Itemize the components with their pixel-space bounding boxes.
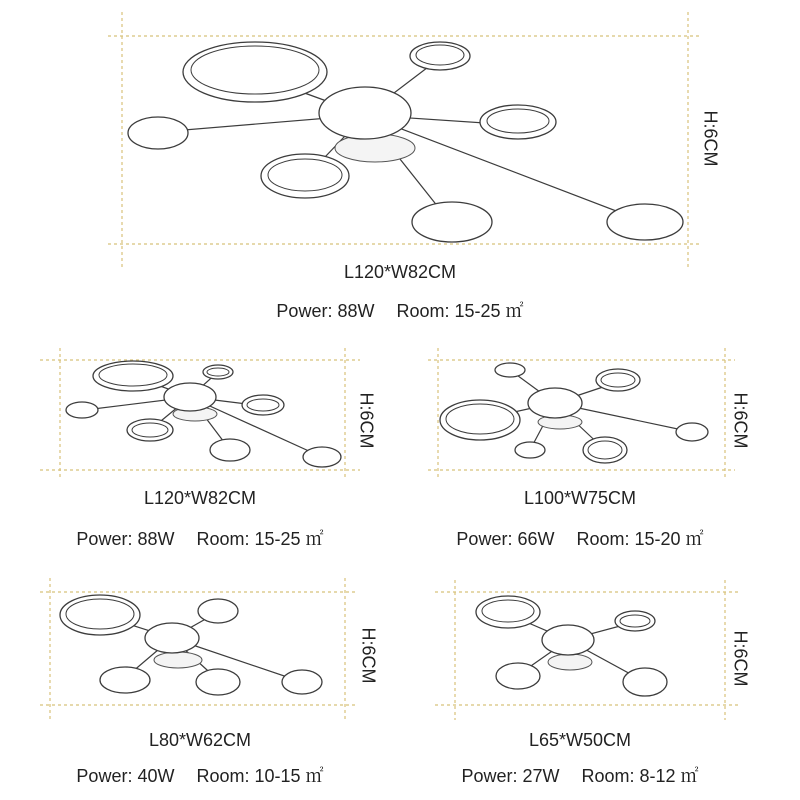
power-value: Power: 88W	[276, 301, 375, 321]
fixture-120	[66, 361, 341, 467]
dimensions-label: L80*W62CM	[148, 730, 252, 750]
dimensions-label: L100*W75CM	[523, 488, 637, 508]
product-100	[400, 340, 800, 560]
room-value: Room: 8-12 ㎡	[581, 766, 699, 786]
room-value: Room: 15-20 ㎡	[576, 529, 704, 549]
product-80	[0, 570, 400, 800]
spec-line	[0, 525, 400, 551]
room-value: Room: 15-25 ㎡	[396, 301, 524, 321]
height-label: H:6CM	[730, 630, 751, 687]
height-label: H:6CM	[730, 392, 751, 449]
dimensions-label: L120*W82CM	[343, 262, 457, 282]
height-label: H:6CM	[356, 392, 377, 449]
dimensions-label: L65*W50CM	[528, 730, 632, 750]
fixture-large	[128, 42, 683, 242]
chandelier-drawing-large	[0, 0, 800, 340]
spec-line	[0, 297, 800, 323]
power-value: Power: 27W	[461, 766, 560, 786]
power-value: Power: 88W	[76, 529, 175, 549]
fixture-65	[476, 596, 667, 696]
product-120	[0, 340, 400, 560]
height-label: H:6CM	[358, 627, 379, 684]
spec-line	[0, 762, 400, 788]
power-value: Power: 66W	[456, 529, 555, 549]
height-label: H:6CM	[700, 110, 721, 167]
fixture-100	[440, 363, 708, 463]
spec-line	[380, 525, 780, 551]
spec-line	[380, 762, 780, 788]
power-value: Power: 40W	[76, 766, 175, 786]
product-65	[400, 570, 800, 800]
product-large	[0, 0, 800, 340]
room-value: Room: 15-25 ㎡	[196, 529, 324, 549]
dimensions-label: L120*W82CM	[143, 488, 257, 508]
fixture-80	[60, 595, 322, 695]
room-value: Room: 10-15 ㎡	[196, 766, 324, 786]
